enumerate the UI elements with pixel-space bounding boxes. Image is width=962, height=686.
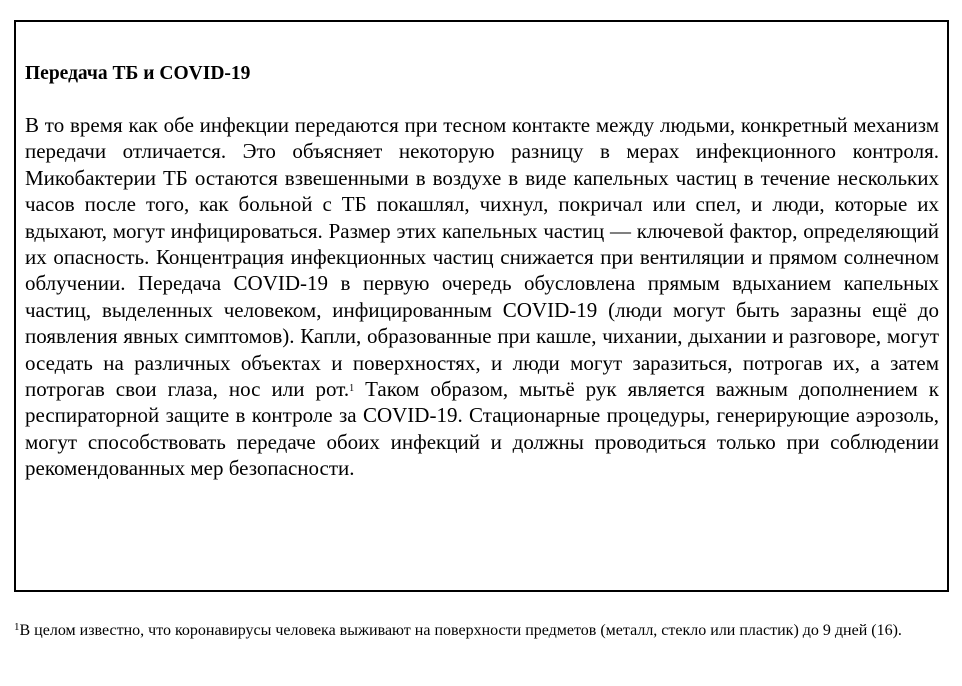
footnote <box>14 619 949 642</box>
box-paragraph <box>25 112 939 482</box>
footnote-text: В целом известно, что коронавирусы человека выживают на поверхности предметов (металл, стекло или пластик) до 9 дней (16). <box>19 622 902 639</box>
footnote-marker: 1 <box>14 621 20 633</box>
box-paragraph-part2: Таком образом, мытьё рук является важным дополнением к респираторной защите в контроле за COVID-19. Стационарные процедуры, генерирующие аэрозоль, могут способствовать передаче обоих инфекций и должны проводиться только при соблюдении рекомендованных мер безопасности. <box>25 377 939 481</box>
box-title: Передача ТБ и COVID-19 <box>25 63 251 84</box>
info-box <box>14 20 949 592</box>
box-paragraph-part1: В то время как обе инфекции передаются при тесном контакте между людьми, конкретный механизм передачи отличается. Это объясняет некоторую разницу в мерах инфекционного контроля. Микобактерии ТБ остаются взвешенными в воздухе в виде капельных частиц в течение нескольких часов после того, как больной с ТБ покашлял, чихнул, покричал или спел, и люди, которые их вдыхают, могут инфицироваться. Размер этих капельных частиц — ключевой фактор, определяющий их опасность. Концентрация инфекционных частиц снижается при вентиляции и прямом солнечном облучении. Передача COVID-19 в первую очередь обусловлена прямым вдыханием капельных частиц, выделенных человеком, инфицированным COVID-19 (люди могут быть заразны ещё до появления явных симптомов). Капли, образованные при кашле, чихании, дыхании и разговоре, могут оседать на различных объектах и поверхностях, и люди могут заразиться, потрогав их, а затем потрогав свои глаза, нос или рот. <box>25 113 939 402</box>
footnote-reference: 1 <box>349 383 355 395</box>
